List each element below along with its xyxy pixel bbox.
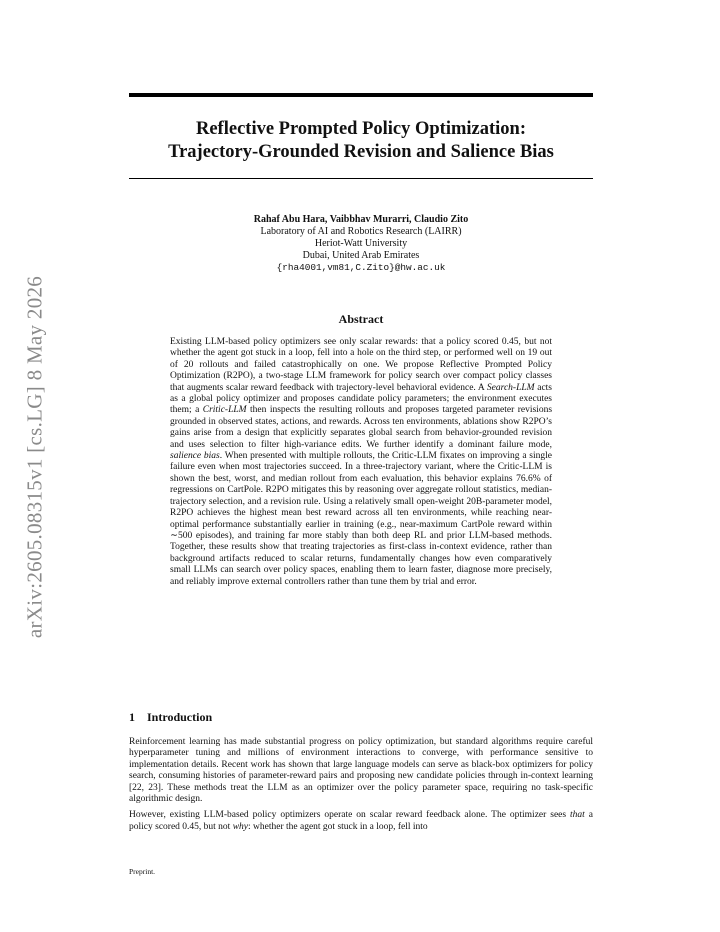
intro-emph-that: that [570, 810, 585, 821]
abstract-term-critic-llm: Critic-LLM [202, 405, 247, 416]
preprint-footer: Preprint. [129, 867, 156, 876]
title-line-2: Trajectory-Grounded Revision and Salience Bias [168, 142, 554, 162]
author-names: Rahaf Abu Hara, Vaibbhav Murarri, Claudio Zito [253, 214, 469, 225]
abstract-heading: Abstract [338, 312, 384, 326]
section-heading-introduction [129, 710, 212, 725]
intro-paragraph-2 [129, 810, 593, 833]
intro-text-c: : whether the agent got stuck in a loop, fell into [248, 821, 428, 832]
introduction-body [129, 737, 593, 838]
arxiv-sidebar-stamp [22, 262, 48, 652]
title-top-rule [129, 93, 593, 97]
abstract-term-search-llm: Search-LLM [486, 382, 535, 393]
intro-text-b: a policy scored 0.45, but not [129, 810, 594, 832]
paper-title [129, 118, 593, 164]
section-title: Introduction [147, 710, 213, 724]
abstract-text-3: then inspects the resulting rollouts and proposes targeted parameter revisions grounded in observed states, actions, and rewards. Across ten environments, ablations show R2PO’s gains arise from a design that explicitly separates global search from behavior-grounded revision and uses selection to filter high-variance edits. We further identify a dominant failure mode, [170, 405, 553, 450]
title-bottom-rule [129, 178, 593, 179]
abstract-body [170, 337, 552, 588]
title-line-1: Reflective Prompted Policy Optimization: [195, 119, 526, 139]
arxiv-id: arXiv:2605.08315v1 [cs.LG] 8 May 2026 [22, 275, 47, 639]
author-lab: Laboratory of AI and Robotics Research (LAIRR) [260, 226, 462, 237]
abstract-term-salience-bias: salience bias [170, 451, 220, 462]
author-university: Heriot-Watt University [314, 238, 408, 249]
author-emails: {rha4001,vm81,C.Zito}@hw.ac.uk [276, 262, 446, 273]
author-location: Dubai, United Arab Emirates [302, 250, 420, 261]
abstract-text-4: . When presented with multiple rollouts, the Critic-LLM fixates on improving a single failure even when most trajectories succeed. In a three-trajectory variant, where the Critic-LLM is shown the best, worst, and median rollout from each evaluation, this behavior explains 76.6% of regressions on CartPole. R2PO mitigates this by reasoning over aggregate rollout statistics, median-trajectory selection, and a revision rule. Using a relatively small open-weight 20B-parameter model, R2PO achieves the highest mean best reward across all ten environments, while reaching near-optimal performance substantially earlier in training (e.g., near-maximum CartPole reward within ∼500 episodes), and training far more stably than both deep RL and prior LLM-based methods. Together, these results show that treating trajectories as first-class in-context evidence, rather than background artifacts reduced to scalar returns, fundamentally changes how even comparatively small LLMs can search over policy spaces, enabling them to learn faster, diagnose more precisely, and reliably improve external controllers rather than tune them by trial and error. [170, 451, 552, 587]
author-block [129, 214, 593, 274]
abstract-text-2: acts as a global policy optimizer and proposes candidate policy parameters; the environment executes them; a [170, 382, 553, 416]
intro-text-a: However, existing LLM-based policy optimizers operate on scalar reward feedback alone. The optimizer sees [129, 810, 567, 821]
intro-paragraph-1: Reinforcement learning has made substantial progress on policy optimization, but standard algorithms require careful hyperparameter tuning and millions of environment interactions to converge, with performance sensitive to implementation details. Recent work has shown that large language models can serve as black-box optimizers for policy search, consuming histories of parameter-reward pairs and proposing new candidate policies through in-context learning [22, 23]. These methods treat the LLM as an optimizer over the policy parameter space, requiring no task-specific algorithmic design. [129, 737, 593, 805]
intro-emph-why: why [232, 821, 249, 832]
abstract-text-1: Existing LLM-based policy optimizers see only scalar rewards: that a policy scored 0.45, but not whether the agent got stuck in a loop, fell into a hole on the third step, or performed well on 19 out of 20 rollouts and failed catastrophically on one. We propose Reflective Prompted Policy Optimization (R2PO), a two-stage LLM framework for policy search over compact policy classes that augments scalar reward feedback with trajectory-level behavioral evidence. A [170, 337, 552, 393]
section-number: 1 [129, 710, 135, 724]
